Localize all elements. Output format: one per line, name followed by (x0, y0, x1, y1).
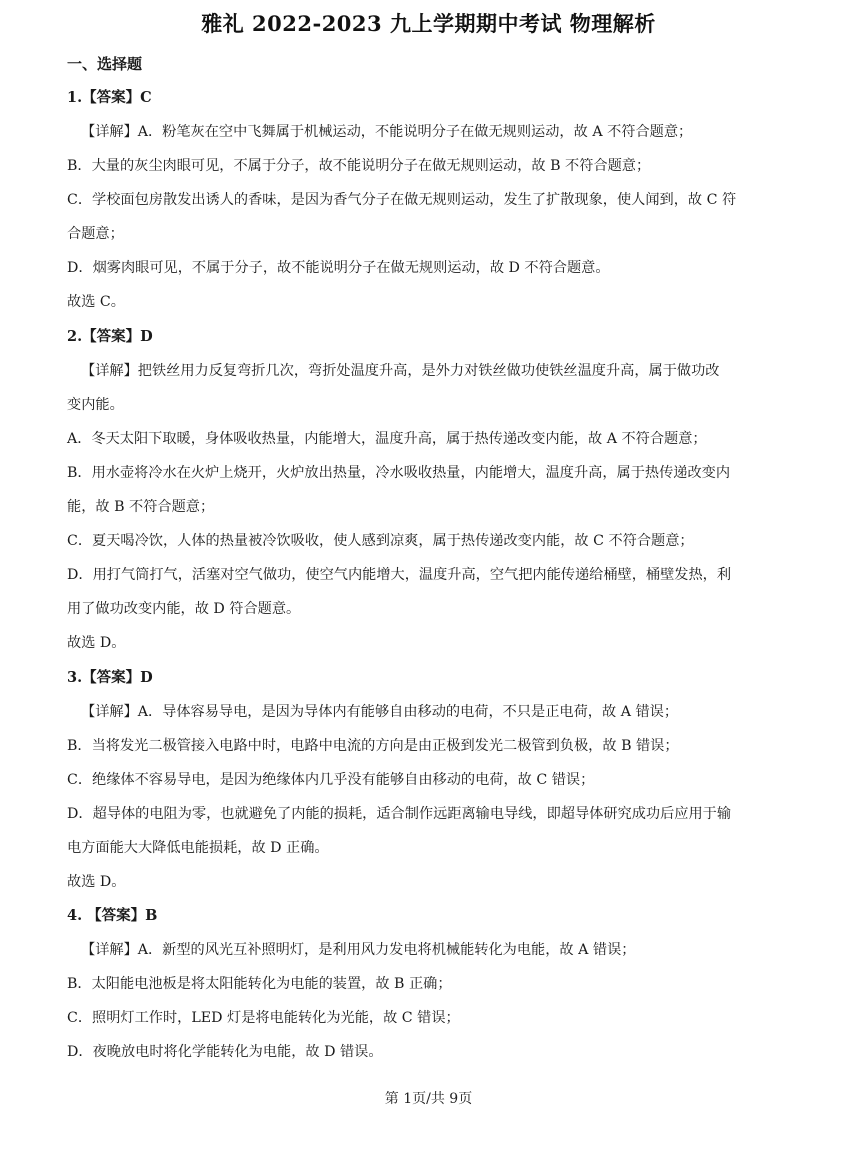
q3-answer-heading: 3.【答案】D (67, 669, 153, 686)
page-number-footer: 第 1页/共 9页 (384, 1091, 473, 1107)
q3-line-2: B．当将发光二极管接入电路中时，电路中电流的方向是由正极到发光二极管到负极，故 B 错误； (67, 738, 679, 754)
q2-line-3: A．冬天太阳下取暖，身体吸收热量，内能增大，温度升高，属于热传递改变内能，故 A 不符合题意； (67, 431, 707, 447)
q2-line-4: B．用水壶将冷水在火炉上烧开，火炉放出热量，冷水吸收热量，内能增大，温度升高，属于热传递改变内 (67, 465, 731, 481)
q2-conclusion: 故选 D。 (67, 635, 126, 651)
q1-line-1: 【详解】A．粉笔灰在空中飞舞属于机械运动，不能说明分子在做无规则运动，故 A 不符合题意； (81, 124, 693, 140)
q4-line-3: C．照明灯工作时，LED 灯是将电能转化为光能，故 C 错误； (67, 1010, 460, 1026)
q4-answer-heading: 4. 【答案】B (67, 907, 158, 924)
q4-line-4: D．夜晚放电时将化学能转化为电能，故 D 错误。 (67, 1044, 383, 1060)
q1-line-5: D．烟雾肉眼可见，不属于分子，故不能说明分子在做无规则运动，故 D 不符合题意。 (67, 260, 610, 276)
q3-line-4: D．超导体的电阻为零，也就避免了内能的损耗，适合制作远距离输电导线，即超导体研究成功后应用于输 (67, 806, 732, 822)
q2-line-6: C．夏天喝冷饮，人体的热量被冷饮吸收，使人感到凉爽，属于热传递改变内能，故 C 不符合题意； (67, 533, 694, 549)
q3-conclusion: 故选 D。 (67, 874, 126, 890)
q2-line-1: 【详解】把铁丝用力反复弯折几次，弯折处温度升高，是外力对铁丝做功使铁丝温度升高，属于做功改 (81, 363, 720, 379)
q1-line-2: B．大量的灰尘肉眼可见，不属于分子，故不能说明分子在做无规则运动，故 B 不符合题意； (67, 158, 651, 174)
q3-line-5: 电方面能大大降低电能损耗，故 D 正确。 (67, 840, 329, 856)
q2-line-7: D．用打气筒打气，活塞对空气做功，使空气内能增大，温度升高，空气把内能传递给桶壁，桶壁发热，利 (67, 567, 732, 583)
q2-line-2: 变内能。 (67, 397, 124, 413)
q1-line-4: 合题意； (67, 226, 124, 242)
q2-line-5: 能，故 B 不符合题意； (67, 499, 215, 515)
section-heading: 一、选择题 (67, 55, 143, 73)
q4-line-1: 【详解】A．新型的风光互补照明灯，是利用风力发电将机械能转化为电能，故 A 错误； (81, 942, 636, 958)
q3-line-3: C．绝缘体不容易导电，是因为绝缘体内几乎没有能够自由移动的电荷，故 C 错误； (67, 772, 595, 788)
q3-line-1: 【详解】A．导体容易导电，是因为导体内有能够自由移动的电荷，不只是正电荷，故 A 错误； (81, 704, 679, 720)
q2-line-8: 用了做功改变内能，故 D 符合题意。 (67, 601, 301, 617)
q1-answer-heading: 1.【答案】C (67, 89, 152, 106)
q4-line-2: B．太阳能电池板是将太阳能转化为电能的装置，故 B 正确； (67, 976, 452, 992)
document-title: 雅礼 2022-2023 九上学期期中考试 物理解析 (201, 11, 656, 36)
q2-answer-heading: 2.【答案】D (67, 328, 153, 345)
q1-conclusion: 故选 C。 (67, 294, 125, 310)
q1-line-3: C．学校面包房散发出诱人的香味，是因为香气分子在做无规则运动，发生了扩散现象，使人闻到，故 C 符 (67, 192, 737, 208)
